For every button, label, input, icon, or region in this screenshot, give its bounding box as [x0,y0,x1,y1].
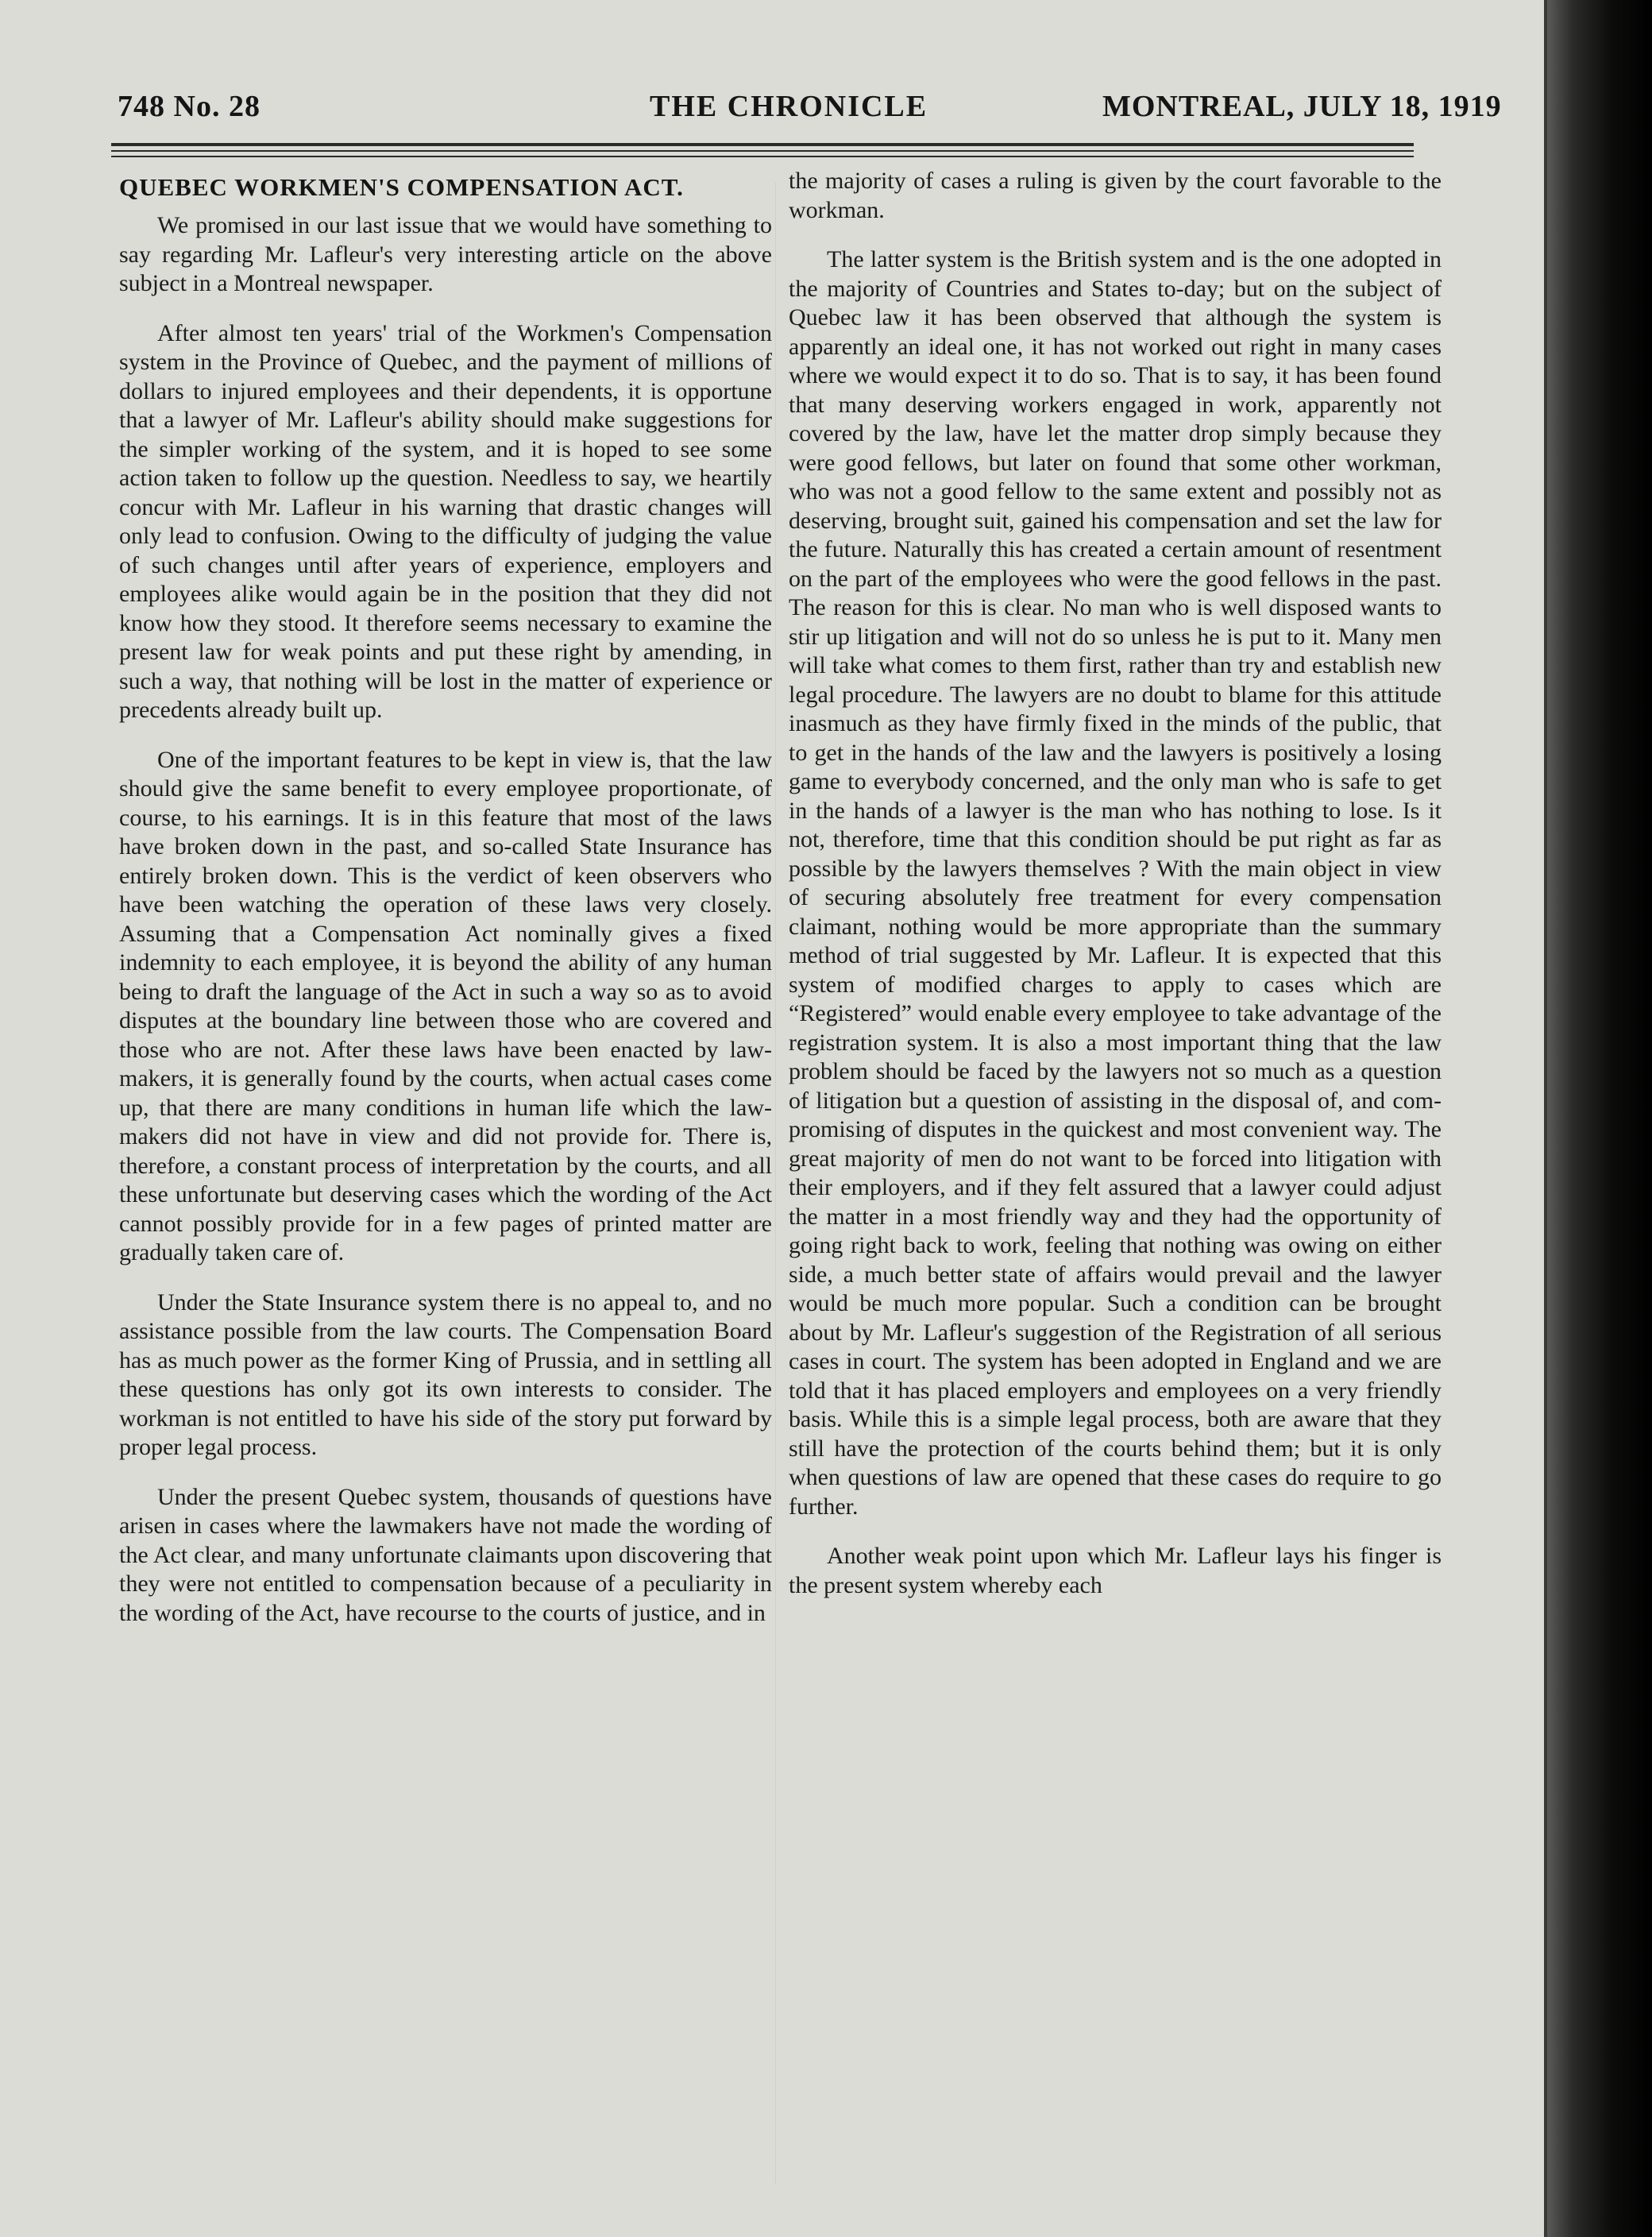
article-paragraph: The latter system is the British system and is the one adopted in the majority of Countries and States to-day; but on the subject of Quebec law it has been observed that although the system is apparently an ideal one, it has not worked out right in many cases where we would expect it to do so. That is to say, it has been found that many deserving workers engaged in work, apparently not covered by the law, have let the matter drop simply because they were good fellows, but later on found that some other workman, who was not a good fellow to the same extent and possibly not as deserving, brought suit, gained his compensation and set the law for the future. Naturally this has created a certain amount of resentment on the part of the employees who were the good fellows in the past. The reason for this is clear. No man who is well disposed wants to stir up litigation and will not do so unless he is put to it. Many men will take what comes to them first, rather than try and establish new legal procedure. The lawyers are no doubt to blame for this attitude inasmuch as they have firmly fixed in the minds of the public, that to get in the hands of the law and the lawyers is positively a losing game to everybody concerned, and the only man who is safe to get in the hands of a lawyer is the man who has nothing to lose. Is it not, therefore, time that this condition should be put right as far as possible by the lawyers themselves ? With the main object in view of securing absolutely free treatment for every compensation claimant, nothing would be more appropriate than the summary method of trial suggested by Mr. Lafleur. It is expected that this system of modified charges to apply to cases which are “Registered” would enable every employee to take advantage of the registration system. It is also a most important thing that the law problem should be faced by the lawyers not so much as a question of litigation but a question of assisting in the disposal of, and compromising of disputes in the quickest and most convenient way. The great majority of men do not want to be forced into litigation with their employers, and if they felt assured that a lawyer could adjust the matter in a most friendly way and they had the opportunity of going right back to work, feeling that nothing was owing on either side, a much better state of affairs would prevail and the lawyer would be much more popular. Such a condition can be brought about by Mr. Lafleur's suggestion of the Registration of all serious cases in court. The system has been adopted in England and we are told that it has placed employers and employees on a very friendly basis. While this is a simple legal process, both are aware that they still have the protection of the courts behind them; but it is only when questions of law are opened that these cases do require to go further. [789,246,1442,1520]
article-paragraph: One of the important features to be kept in view is, that the law should give the same benefit to every employee proportionate, of course, to his earnings. It is in this feature that most of the laws have broken down in the past, and so-called State Insurance has entirely broken down. This is the verdict of keen observers who have been watching the operation of these laws very closely. Assuming that a Compensation Act nominally gives a fixed indemnity to each employee, it is beyond the ability of any human being to draft the language of the Act in such a way so as to avoid disputes at the boundary line between those who are covered and those who are not. After these laws have been enacted by law-makers, it is generally found by the courts, when actual cases come up, that there are many conditions in human life which the law-makers did not have in view and did not provide for. There is, therefore, a constant process of interpretation by the courts, and all these unfortunate but deserving cases which the wording of the Act cannot possibly provide for in a few pages of printed matter are gradually taken care of. [119,746,772,1265]
page-header [0,89,1547,137]
header-rule-thick [111,143,1414,146]
article-column-left [119,167,772,1648]
dateline: MONTREAL, JULY 18, 1919 [1102,90,1502,123]
article-paragraph: Another weak point upon which Mr. Lafleur lays his finger is the present system whereby each [789,1543,1442,1598]
publication-title: THE CHRONICLE [650,90,928,123]
header-rule-thin [111,150,1414,152]
scan-margin [1547,0,1652,2237]
header-rule-thin [111,156,1414,157]
article-paragraph: Under the present Quebec system, thousands of questions have arisen in cases where the lawmakers have not made the wording of the Act clear, and many unfortunate claimants upon discovering that they were not entitled to compensation because of a peculiarity in the wording of the Act, have recourse to the courts of justice, and in [119,1483,772,1626]
article-paragraph: Under the State Insurance system there is no appeal to, and no assistance possible from the law courts. The Compensation Board has as much power as the former King of Prussia, and in settling all these questions has only got its own interests to consider. The workman is not entitled to have his side of the story put forward by proper legal process. [119,1288,772,1460]
article-paragraph: After almost ten years' trial of the Workmen's Compensation system in the Province of Quebec, and the payment of millions of dollars to injured employees and their dependents, it is opportune that a lawyer of Mr. Lafleur's ability should make suggestions for the simpler working of the system, and it is hoped to see some action taken to follow up the question. Needless to say, we heartily concur with Mr. Lafleur in his warning that drastic changes will only lead to confusion. Owing to the difficulty of judging the value of such changes until after years of experience, employers and employees alike would again be in the position that they did not know how they stood. It therefore seems necessary to examine the present law for weak points and put these right by amending, in such a way, that nothing will be lost in the matter of experience or precedents already built up. [119,319,772,723]
article-paragraph: We promised in our last issue that we would have something to say regarding Mr. Lafleur's very interesting article on the above subject in a Montreal newspaper. [119,212,772,296]
article-headline: QUEBEC WORKMEN'S COMPENSATION ACT. [119,173,684,201]
article-paragraph-continued: the majority of cases a ruling is given by the court favorable to the workman. [789,168,1442,223]
column-gutter [775,183,776,2185]
article-column-right [789,167,1442,1621]
page-number: 748 No. 28 [118,90,261,123]
